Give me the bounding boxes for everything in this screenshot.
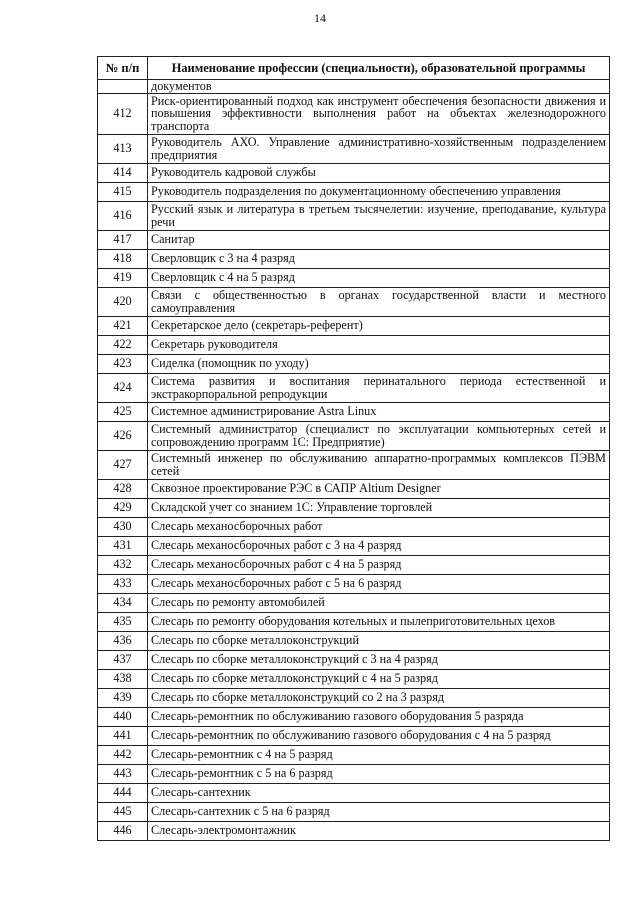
table-row <box>98 335 610 354</box>
row-name-cell: Секретарь руководителя <box>148 335 610 354</box>
table-row <box>98 201 610 230</box>
table-header-row <box>98 57 610 80</box>
row-name-cell: Слесарь по сборке металлоконструкций <box>148 631 610 650</box>
row-name-cell: Руководитель АХО. Управление административно-хозяйственным подразделением предприятия <box>148 134 610 163</box>
table-row <box>98 593 610 612</box>
table-row <box>98 450 610 479</box>
row-name-cell: Руководитель подразделения по документационному обеспечению управления <box>148 182 610 201</box>
row-number-cell: 429 <box>98 498 148 517</box>
row-name-cell: Системный администратор (специалист по эксплуатации компьютерных сетей и сопровождению программ 1С: Предприятие) <box>148 421 610 450</box>
row-name-cell: Система развития и воспитания перинатального периода естественной и экстракорпоральной репродукции <box>148 373 610 402</box>
table-row <box>98 373 610 402</box>
row-number-cell: 416 <box>98 201 148 230</box>
continued-number-cell <box>98 80 148 94</box>
table-row <box>98 93 610 134</box>
row-number-cell: 439 <box>98 688 148 707</box>
row-number-cell: 430 <box>98 517 148 536</box>
continued-row <box>98 80 610 94</box>
table-row <box>98 650 610 669</box>
table-row <box>98 821 610 840</box>
row-number-cell: 437 <box>98 650 148 669</box>
row-number-cell: 440 <box>98 707 148 726</box>
row-number-cell: 413 <box>98 134 148 163</box>
table-row <box>98 612 610 631</box>
row-name-cell: Связи с общественностью в органах государственной власти и местного самоуправления <box>148 287 610 316</box>
row-number-cell: 445 <box>98 802 148 821</box>
row-number-cell: 442 <box>98 745 148 764</box>
row-name-cell: Складской учет со знанием 1С: Управление торговлей <box>148 498 610 517</box>
row-name-cell: Слесарь механосборочных работ с 3 на 4 разряд <box>148 536 610 555</box>
row-number-cell: 418 <box>98 249 148 268</box>
row-name-cell: Русский язык и литература в третьем тысячелетии: изучение, преподавание, культура речи <box>148 201 610 230</box>
row-number-cell: 414 <box>98 163 148 182</box>
table-row <box>98 688 610 707</box>
table-row <box>98 745 610 764</box>
row-number-cell: 426 <box>98 421 148 450</box>
table-row <box>98 230 610 249</box>
row-number-cell: 431 <box>98 536 148 555</box>
table-row <box>98 316 610 335</box>
row-name-cell: Слесарь по сборке металлоконструкций со 2 на 3 разряд <box>148 688 610 707</box>
table-row <box>98 249 610 268</box>
row-number-cell: 417 <box>98 230 148 249</box>
row-number-cell: 422 <box>98 335 148 354</box>
table-row <box>98 631 610 650</box>
row-number-cell: 444 <box>98 783 148 802</box>
row-name-cell: Секретарское дело (секретарь-референт) <box>148 316 610 335</box>
row-number-cell: 433 <box>98 574 148 593</box>
row-number-cell: 420 <box>98 287 148 316</box>
row-number-cell: 432 <box>98 555 148 574</box>
table-row <box>98 402 610 421</box>
professions-table <box>97 56 610 841</box>
row-number-cell: 427 <box>98 450 148 479</box>
table-row <box>98 726 610 745</box>
row-number-cell: 438 <box>98 669 148 688</box>
table-row <box>98 354 610 373</box>
table-row <box>98 574 610 593</box>
row-number-cell: 446 <box>98 821 148 840</box>
row-name-cell: Слесарь механосборочных работ с 4 на 5 разряд <box>148 555 610 574</box>
table-row <box>98 707 610 726</box>
table-row <box>98 517 610 536</box>
row-number-cell: 424 <box>98 373 148 402</box>
row-number-cell: 412 <box>98 93 148 134</box>
table-row <box>98 182 610 201</box>
table-row <box>98 536 610 555</box>
row-number-cell: 419 <box>98 268 148 287</box>
table-row <box>98 134 610 163</box>
row-name-cell: Слесарь-ремонтник с 4 на 5 разряд <box>148 745 610 764</box>
row-number-cell: 415 <box>98 182 148 201</box>
row-name-cell: Слесарь по сборке металлоконструкций с 3 на 4 разряд <box>148 650 610 669</box>
row-name-cell: Слесарь по ремонту оборудования котельных и пылеприготовительных цехов <box>148 612 610 631</box>
table-row <box>98 163 610 182</box>
row-name-cell: Слесарь по ремонту автомобилей <box>148 593 610 612</box>
table-row <box>98 764 610 783</box>
table-row <box>98 669 610 688</box>
row-name-cell: Руководитель кадровой службы <box>148 163 610 182</box>
row-name-cell: Слесарь-ремонтник по обслуживанию газового оборудования с 4 на 5 разряд <box>148 726 610 745</box>
table-row <box>98 479 610 498</box>
row-name-cell: Слесарь-ремонтник с 5 на 6 разряд <box>148 764 610 783</box>
row-number-cell: 428 <box>98 479 148 498</box>
row-number-cell: 441 <box>98 726 148 745</box>
row-name-cell: Санитар <box>148 230 610 249</box>
row-name-cell: Слесарь-сантехник с 5 на 6 разряд <box>148 802 610 821</box>
row-number-cell: 436 <box>98 631 148 650</box>
row-name-cell: Сверловщик с 4 на 5 разряд <box>148 268 610 287</box>
continued-text-cell: документов <box>148 80 610 94</box>
table-row <box>98 498 610 517</box>
table-row <box>98 802 610 821</box>
row-name-cell: Риск-ориентированный подход как инструмент обеспечения безопасности движения и повышения эффективности выполнения работ на объектах железнодорожного транспорта <box>148 93 610 134</box>
column-header-number: № п/п <box>98 57 148 80</box>
row-name-cell: Слесарь механосборочных работ с 5 на 6 разряд <box>148 574 610 593</box>
table-row <box>98 555 610 574</box>
row-number-cell: 434 <box>98 593 148 612</box>
row-name-cell: Слесарь-сантехник <box>148 783 610 802</box>
row-number-cell: 423 <box>98 354 148 373</box>
row-name-cell: Сверловщик с 3 на 4 разряд <box>148 249 610 268</box>
row-name-cell: Слесарь-электромонтажник <box>148 821 610 840</box>
row-number-cell: 421 <box>98 316 148 335</box>
page-number: 14 <box>314 11 326 25</box>
row-name-cell: Слесарь механосборочных работ <box>148 517 610 536</box>
row-name-cell: Слесарь по сборке металлоконструкций с 4 на 5 разряд <box>148 669 610 688</box>
row-number-cell: 443 <box>98 764 148 783</box>
row-number-cell: 435 <box>98 612 148 631</box>
row-name-cell: Сиделка (помощник по уходу) <box>148 354 610 373</box>
table-row <box>98 287 610 316</box>
row-name-cell: Системный инженер по обслуживанию аппаратно-программых комплексов ПЭВМ сетей <box>148 450 610 479</box>
row-name-cell: Слесарь-ремонтник по обслуживанию газового оборудования 5 разряда <box>148 707 610 726</box>
row-name-cell: Системное администрирование Astra Linux <box>148 402 610 421</box>
table-row <box>98 783 610 802</box>
row-number-cell: 425 <box>98 402 148 421</box>
row-name-cell: Сквозное проектирование РЭС в САПР Altium Designer <box>148 479 610 498</box>
table-row <box>98 268 610 287</box>
column-header-name: Наименование профессии (специальности), образовательной программы <box>148 57 610 80</box>
table-row <box>98 421 610 450</box>
